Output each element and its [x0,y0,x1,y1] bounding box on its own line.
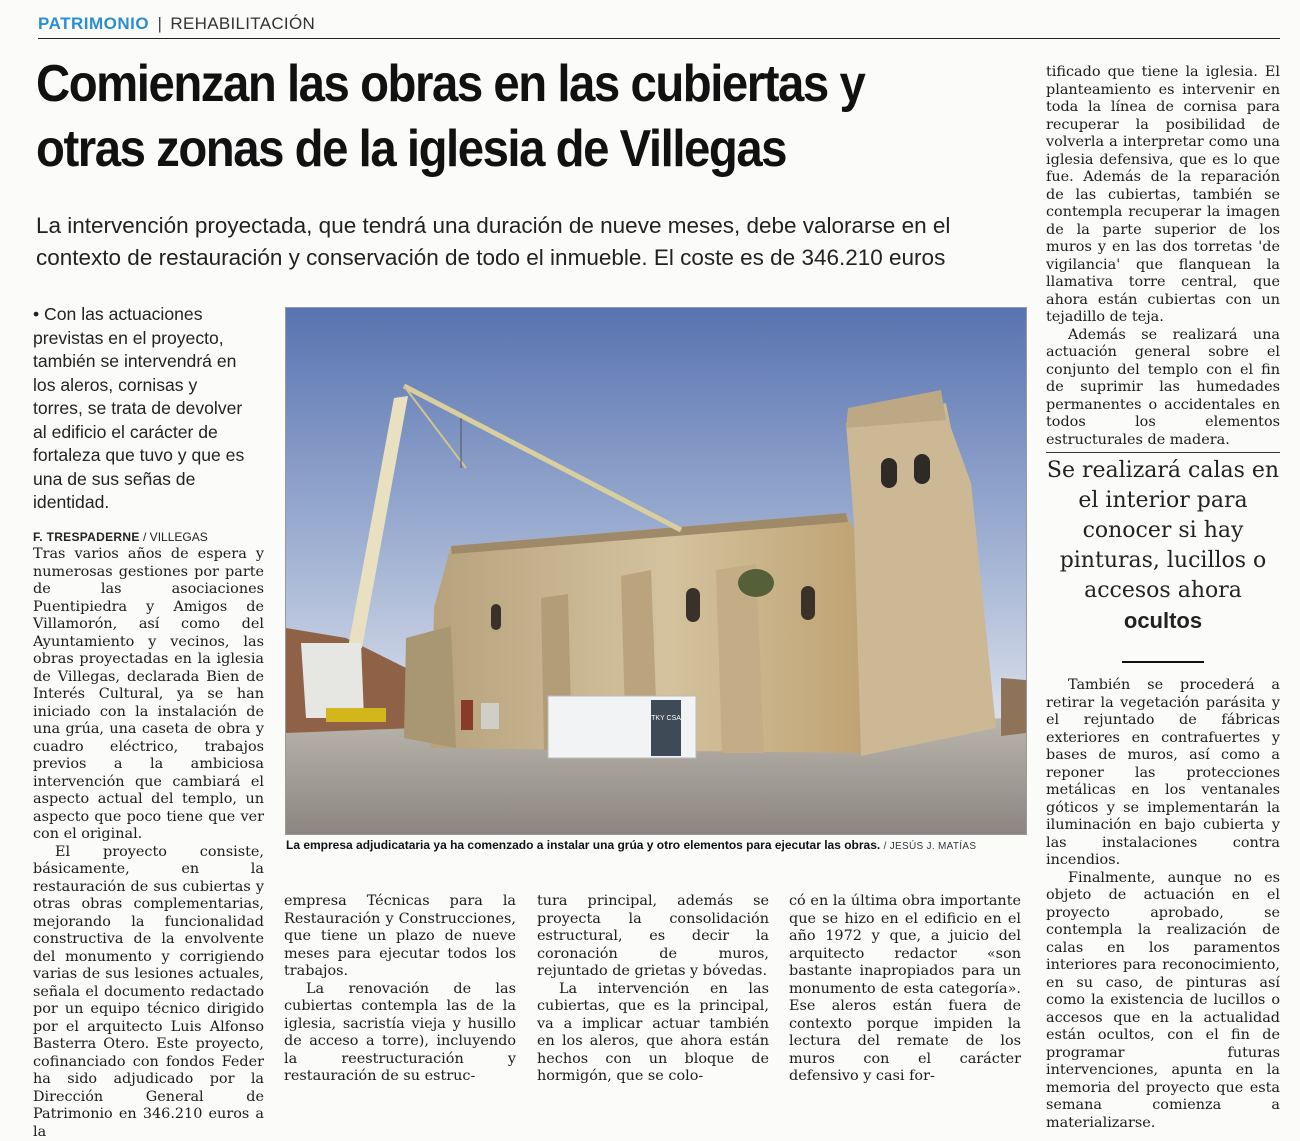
crane-base [326,708,386,722]
paragraph: El proyecto consiste, básicamente, en la restauración de sus cubiertas y otras obras complementarias, mejorando la funcionalidad constructiva de la envolvente del monumento y corrigiendo varias de sus lesiones actuales, señala el documento redactado por un equipo técnico dirigido por el arquitecto Luis Alfonso Basterra Otero. Este proyecto, cofinanciado con fondos Feder ha sido adjudicado por la Dirección General de Patrimonio en 346.210 euros a la [33,844,264,1141]
container [481,703,499,729]
article-column-5-bottom [1046,677,1280,1132]
paragraph: La intervención en las cubiertas, que es la principal, va a implicar actuar también en los aleros, que ahora están hechos con un bloque de hormigón, que se colo- [537,981,769,1086]
paragraph: có en la última obra importante que se hizo en el edificio en el año 1972 y que, a juicio del arquitecto redactor «son bastante inapropiados para un monumento de esta categoría». Ese aleros están fuera de contexto porque impiden la lectura del remate de los muros con el carácter defensivo y casi for- [789,893,1021,1086]
photo-caption [286,838,1026,852]
section-separator: | [158,14,162,33]
byline-place: / VILLEGAS [143,530,208,544]
caption-text: La empresa adjudicataria ya ha comenzado a instalar una grúa y otro elementos para ejecutar las obras. [286,838,880,852]
article-column-5-top [1046,64,1280,449]
paragraph: tura principal, además se proyecta la consolidación estructural, es decir la coronación de muros, rejuntado de grietas y bóvedas. [537,893,769,981]
paragraph: Finalmente, aunque no es objeto de actuación en el proyecto aprobado, se contempla la realización de calas en los paramentos interiores para reconocimiento, en su caso, de pinturas así como la existencia de lucillos o accesos que en la actualidad están ocultos, con el fin de programar futuras intervenciones, apunta en la memoria del proyecto que esta semana comienza a materializarse. [1046,870,1280,1133]
bell-window [881,458,897,488]
church-photo [285,307,1027,835]
paragraph: empresa Técnicas para la Restauración y Construcciones, que tiene un plazo de nueve meses para ejecutar todos los trabajos. [284,893,516,981]
vegetation [738,569,774,597]
headline: Comienzan las obras en las cubiertas y otras zonas de la iglesia de Villegas [36,52,946,182]
photo-credit: / JESÚS J. MATÍAS [884,841,977,852]
church-illustration [286,308,1026,834]
lead-paragraph: • Con las actuaciones previstas en el proyecto, también se intervendrá en los aleros, cornisas y torres, se trata de devolver al edificio el carácter de fortaleza que tuvo y que es una de sus señas de identidad. [33,303,248,515]
paragraph: La renovación de las cubiertas contempla las de la iglesia, sacristía vieja y husillo de acceso a torre), incluyendo la reestructuración y restauración de su estruc- [284,981,516,1086]
cabin-sign-text: TKY CSA [651,715,681,722]
subheadline: La intervención proyectada, que tendrá una duración de nueve meses, debe valorarse en el contexto de restauración y conservación de todo el inmueble. El coste es de 346.210 euros [36,210,1026,274]
paragraph: También se procederá a retirar la vegetación parásita y el rejuntado de fábricas exteriores en contrafuertes y bases de muros, así como a reponer las protecciones metálicas en los ventanales góticos y se implementarán la iluminación en bajo cubierta y las instalaciones contra incendios. [1046,677,1280,870]
pullquote-text: Se realizará calas en el interior para conocer si hay pinturas, lucillos o accesos ahora [1047,458,1279,603]
container [461,700,473,730]
right-houses [1001,678,1026,736]
pullquote [1046,456,1280,637]
gothic-window [686,588,700,622]
section-bar [38,14,1280,39]
subsection-name: REHABILITACIÓN [170,14,315,33]
byline [33,530,263,544]
church-annex [404,626,456,748]
paragraph: tificado que tiene la iglesia. El planteamiento es intervenir en toda la línea de cornisa para recuperar la posibilidad de volverla a interpretar como una iglesia defensiva, que es lo que fue. Además de la reparación de las cubiertas, también se contempla recuperar la imagen de la parte superior de los muros y en las dos torretas 'de vigilancia' que flanquean la llamativa torre central, que ahora están cubiertas con un tejadillo de teja. [1046,64,1280,327]
article-column-1 [33,546,264,1141]
gothic-window [491,604,501,630]
pullquote-divider [1046,452,1280,453]
gothic-window [801,586,815,620]
article-column-3 [537,893,769,1086]
section-name: PATRIMONIO [38,14,149,33]
paragraph: Además se realizará una actuación general sobre el conjunto del templo con el fin de suprimir las humedades permanentes o accidentales en todos los elementos estructurales de madera. [1046,327,1280,450]
article-column-4 [789,893,1021,1086]
article-column-2 [284,893,516,1086]
cabin-sign [651,700,681,756]
crane-base-box [301,643,364,718]
pullquote-bold: ocultos [1124,608,1202,633]
bell-window [914,454,930,484]
pullquote-rule [1122,661,1204,663]
byline-author: F. TRESPADERNE [33,530,140,544]
paragraph: Tras varios años de espera y numerosas gestiones por parte de las asociaciones Puentipiedra y Amigos de Villamorón, así como del Ayuntamiento y vecinos, las obras proyectadas en la iglesia de Villegas, declarada Bien de Interés Cultural, ya se han iniciado con la instalación de una grúa, una caseta de obra y cuadro eléctrico, trabajos previos a la ambiciosa intervención que cambiará el aspecto actual del templo, un aspecto que poco tiene que ver con el original. [33,546,264,844]
